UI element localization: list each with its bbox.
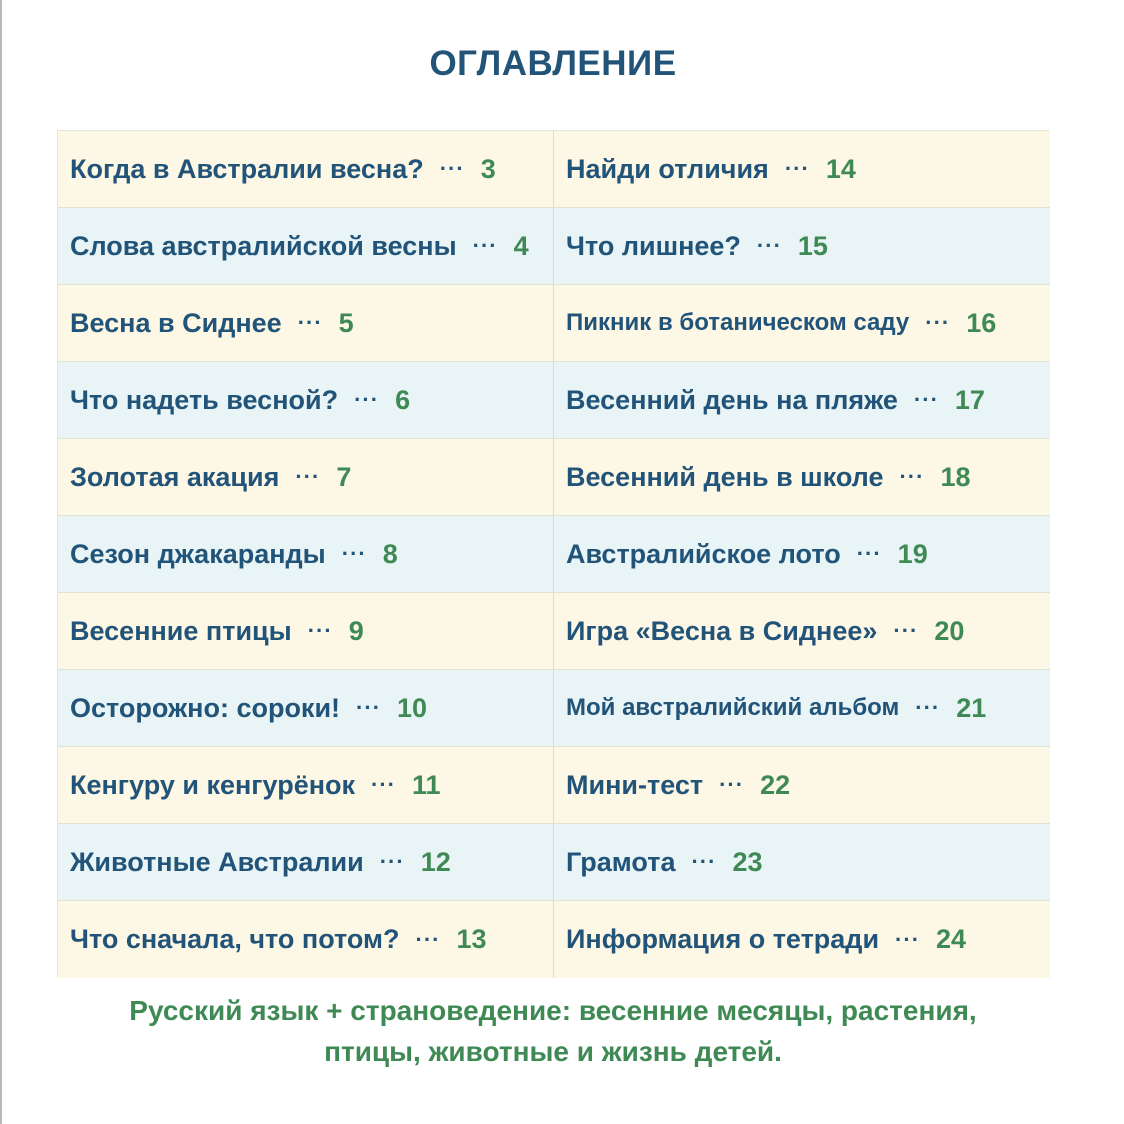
toc-leader-dots: ···	[756, 233, 782, 258]
toc-entry	[554, 670, 1050, 747]
toc-entry	[554, 747, 1050, 824]
toc-leader-dots: ···	[719, 772, 745, 797]
toc-entry	[58, 824, 554, 901]
toc-entry	[58, 593, 554, 670]
toc-entry-title: Пикник в ботаническом саду	[566, 309, 910, 336]
toc-leader-dots: ···	[439, 156, 465, 181]
toc-entry	[554, 362, 1050, 439]
toc-entry-title: Кенгуру и кенгурёнок	[70, 769, 356, 800]
toc-leader-dots: ···	[415, 926, 441, 952]
toc-page-number: 24	[936, 924, 967, 954]
toc-entry-title: Осторожно: сороки!	[70, 692, 341, 723]
toc-entry	[58, 285, 554, 362]
footer-line-1: Русский язык + страноведение: весенние месяцы, растения,	[129, 995, 977, 1026]
toc-entry	[554, 901, 1050, 978]
toc-entry	[554, 285, 1050, 362]
toc-entry-title: Мой австралийский альбом	[566, 694, 900, 721]
table-of-contents	[57, 130, 1049, 977]
toc-page-number: 14	[825, 153, 856, 184]
toc-page-number: 21	[956, 692, 987, 723]
toc-entry	[554, 439, 1050, 516]
toc-page-number: 3	[480, 153, 496, 184]
toc-leader-dots: ···	[899, 464, 925, 489]
toc-entry	[58, 362, 554, 439]
toc-leader-dots: ···	[472, 233, 498, 258]
toc-entry-title: Весенний день в школе	[566, 461, 884, 492]
toc-entry-title: Слова австралийской весны	[70, 230, 457, 261]
toc-entry	[554, 516, 1050, 593]
toc-entry	[554, 593, 1050, 670]
toc-page-number: 6	[395, 384, 411, 415]
toc-entry-title: Что сначала, что потом?	[70, 924, 400, 954]
toc-leader-dots: ···	[856, 541, 882, 566]
toc-entry-title: Информация о тетради	[566, 924, 880, 954]
toc-page-number: 5	[338, 307, 354, 338]
toc-entry-title: Сезон джакаранды	[70, 538, 326, 569]
toc-leader-dots: ···	[354, 387, 380, 412]
toc-leader-dots: ···	[356, 695, 382, 720]
toc-leader-dots: ···	[295, 464, 321, 489]
page-left-border	[0, 0, 2, 1124]
toc-page-number: 11	[412, 769, 441, 800]
toc-entry-title: Золотая акация	[70, 461, 280, 492]
toc-entry	[58, 131, 554, 208]
footer-note	[40, 990, 1066, 1072]
toc-entry-title: Весна в Сиднее	[70, 307, 282, 338]
toc-entry-title: Игра «Весна в Сиднее»	[566, 615, 878, 646]
toc-entry	[58, 439, 554, 516]
toc-page-number: 10	[397, 692, 428, 723]
toc-entry	[554, 824, 1050, 901]
toc-entry	[554, 131, 1050, 208]
toc-page-number: 12	[420, 846, 451, 877]
toc-page-number: 17	[954, 384, 985, 415]
toc-entry-title: Мини-тест	[566, 769, 704, 800]
toc-entry-title: Что лишнее?	[566, 230, 741, 261]
toc-entry	[58, 747, 554, 824]
page-title: ОГЛАВЛЕНИЕ	[429, 44, 677, 83]
toc-page-number: 7	[336, 461, 352, 492]
toc-leader-dots: ···	[379, 849, 405, 874]
toc-page-number: 4	[513, 230, 529, 261]
toc-page-number: 22	[760, 769, 791, 800]
toc-page-number: 9	[348, 615, 364, 646]
toc-leader-dots: ···	[371, 772, 397, 797]
toc-page-number: 8	[382, 538, 398, 569]
toc-entry-title: Весенний день на пляже	[566, 384, 898, 415]
toc-entry-title: Найди отличия	[566, 153, 769, 184]
toc-page-number: 23	[732, 846, 763, 877]
toc-page-number: 13	[456, 924, 487, 954]
footer-line-2: птицы, животные и жизнь детей.	[324, 1036, 782, 1067]
toc-entry	[58, 208, 554, 285]
toc-leader-dots: ···	[895, 926, 921, 952]
toc-entry-title: Австралийское лото	[566, 538, 841, 569]
toc-page-number: 20	[934, 615, 965, 646]
toc-entry-title: Что надеть весной?	[70, 384, 339, 415]
toc-leader-dots: ···	[893, 618, 919, 643]
toc-entry-title: Грамота	[566, 846, 676, 877]
toc-entry-title: Весенние птицы	[70, 615, 292, 646]
toc-leader-dots: ···	[307, 618, 333, 643]
toc-page-number: 19	[897, 538, 928, 569]
toc-leader-dots: ···	[784, 156, 810, 181]
toc-entry	[554, 208, 1050, 285]
toc-leader-dots: ···	[297, 310, 323, 335]
toc-leader-dots: ···	[913, 387, 939, 412]
toc-entry-title: Когда в Австралии весна?	[70, 153, 424, 184]
toc-page-number: 15	[797, 230, 828, 261]
toc-leader-dots: ···	[691, 849, 717, 874]
toc-entry-title: Животные Австралии	[70, 846, 364, 877]
toc-entry	[58, 516, 554, 593]
toc-page-number: 16	[966, 307, 997, 338]
toc-leader-dots: ···	[925, 310, 951, 335]
toc-page-number: 18	[940, 461, 971, 492]
toc-entry	[58, 901, 554, 978]
toc-leader-dots: ···	[341, 541, 367, 566]
toc-entry	[58, 670, 554, 747]
toc-leader-dots: ···	[915, 695, 941, 720]
